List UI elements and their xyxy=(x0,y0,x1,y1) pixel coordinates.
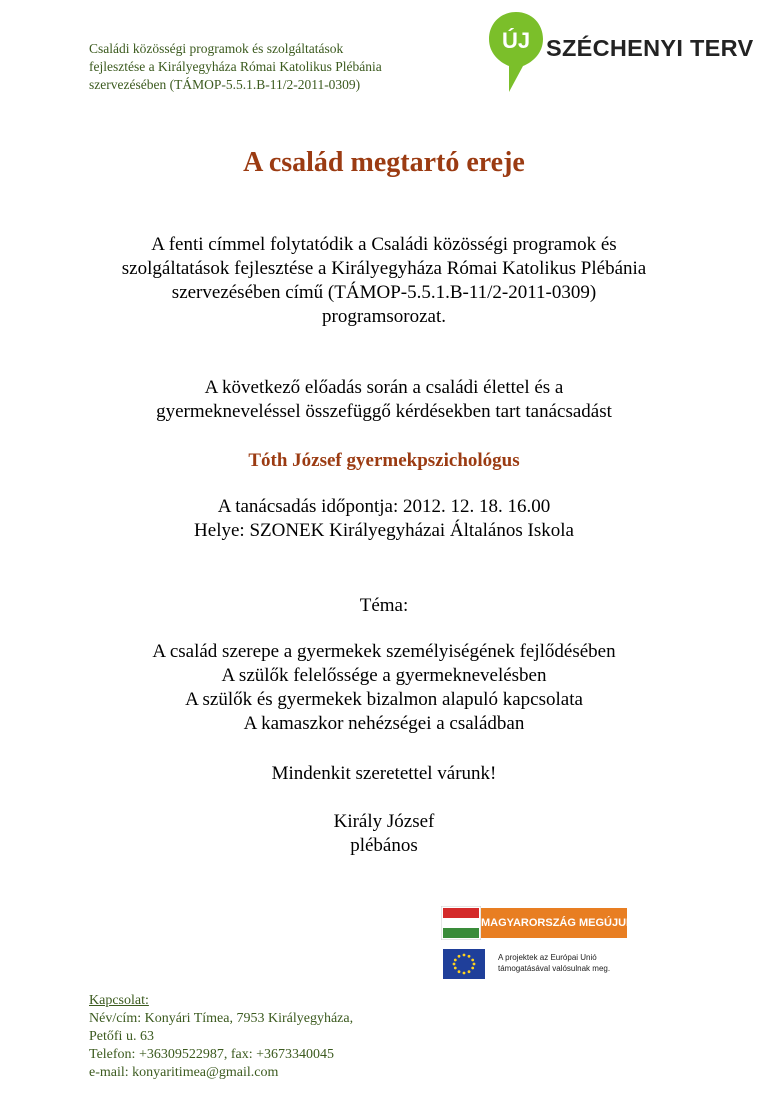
topic-list xyxy=(0,640,768,736)
program-header xyxy=(89,40,469,94)
contact-label: Kapcsolat: xyxy=(89,993,149,1008)
pin-badge-icon xyxy=(486,8,546,96)
magyarorszag-megujul-badge: MAGYARORSZÁG MEGÚJUL xyxy=(481,908,627,938)
contact-email: e-mail: konyaritimea@gmail.com xyxy=(89,1065,279,1080)
eu-caption-line: támogatásával valósulnak meg. xyxy=(498,964,611,973)
intro-paragraph xyxy=(0,233,768,329)
hungarian-flag-icon xyxy=(441,906,481,940)
intro-line: programsorozat. xyxy=(322,306,446,327)
intro-line: szervezésében című (TÁMOP-5.5.1.B-11/2-2011-0309) xyxy=(171,282,597,303)
lecture-paragraph xyxy=(0,376,768,424)
eu-caption xyxy=(498,952,638,974)
topic-item: A család szerepe a gyermekek személyiségének fejlődésében xyxy=(152,641,616,662)
header-line: szervezésében (TÁMOP-5.5.1.B-11/2-2011-0309) xyxy=(89,77,361,92)
intro-line: A fenti címmel folytatódik a Családi közösségi programok és xyxy=(151,234,617,255)
signature-role: plébános xyxy=(350,835,418,856)
lecture-line: A következő előadás során a családi élettel és a xyxy=(204,377,564,398)
contact-line: Petőfi u. 63 xyxy=(89,1029,154,1044)
page-title: A család megtartó ereje xyxy=(243,147,525,178)
topic-label: Téma: xyxy=(359,595,409,616)
schedule-place: Helye: SZONEK Királyegyházai Általános Iskola xyxy=(194,520,574,541)
topic-item: A szülők és gyermekek bizalmon alapuló kapcsolata xyxy=(185,689,583,710)
header-line: Családi közösségi programok és szolgáltatások xyxy=(89,41,344,56)
eu-funding-logos xyxy=(441,906,631,982)
header-line: fejlesztése a Királyegyháza Római Katolikus Plébánia xyxy=(89,59,382,74)
contact-block xyxy=(89,992,429,1082)
welcome-text: Mindenkit szeretettel várunk! xyxy=(271,763,497,784)
speaker-name: Tóth József gyermekpszichológus xyxy=(248,450,520,471)
logo-text: SZÉCHENYI TERV xyxy=(546,35,754,61)
topic-item: A kamaszkor nehézségei a családban xyxy=(243,713,525,734)
contact-line: Név/cím: Konyári Tímea, 7953 Királyegyháza, xyxy=(89,1011,354,1026)
topic-item: A szülők felelőssége a gyermeknevelésben xyxy=(221,665,547,686)
lecture-line: gyermekneveléssel összefüggő kérdésekben tart tanácsadást xyxy=(156,401,612,422)
contact-line: Telefon: +36309522987, fax: +3673340045 xyxy=(89,1047,334,1062)
eu-caption-line: A projektek az Európai Unió xyxy=(498,953,597,962)
logo-badge-text: ÚJ xyxy=(501,28,531,53)
intro-line: szolgáltatások fejlesztése a Királyegyháza Római Katolikus Plébánia xyxy=(121,258,647,279)
schedule-time: A tanácsadás időpontja: 2012. 12. 18. 16.00 xyxy=(217,496,551,517)
eu-flag-icon xyxy=(443,949,485,979)
szechenyi-terv-logo xyxy=(486,8,754,96)
schedule xyxy=(0,495,768,543)
signature xyxy=(0,810,768,858)
signature-name: Király József xyxy=(333,811,435,832)
